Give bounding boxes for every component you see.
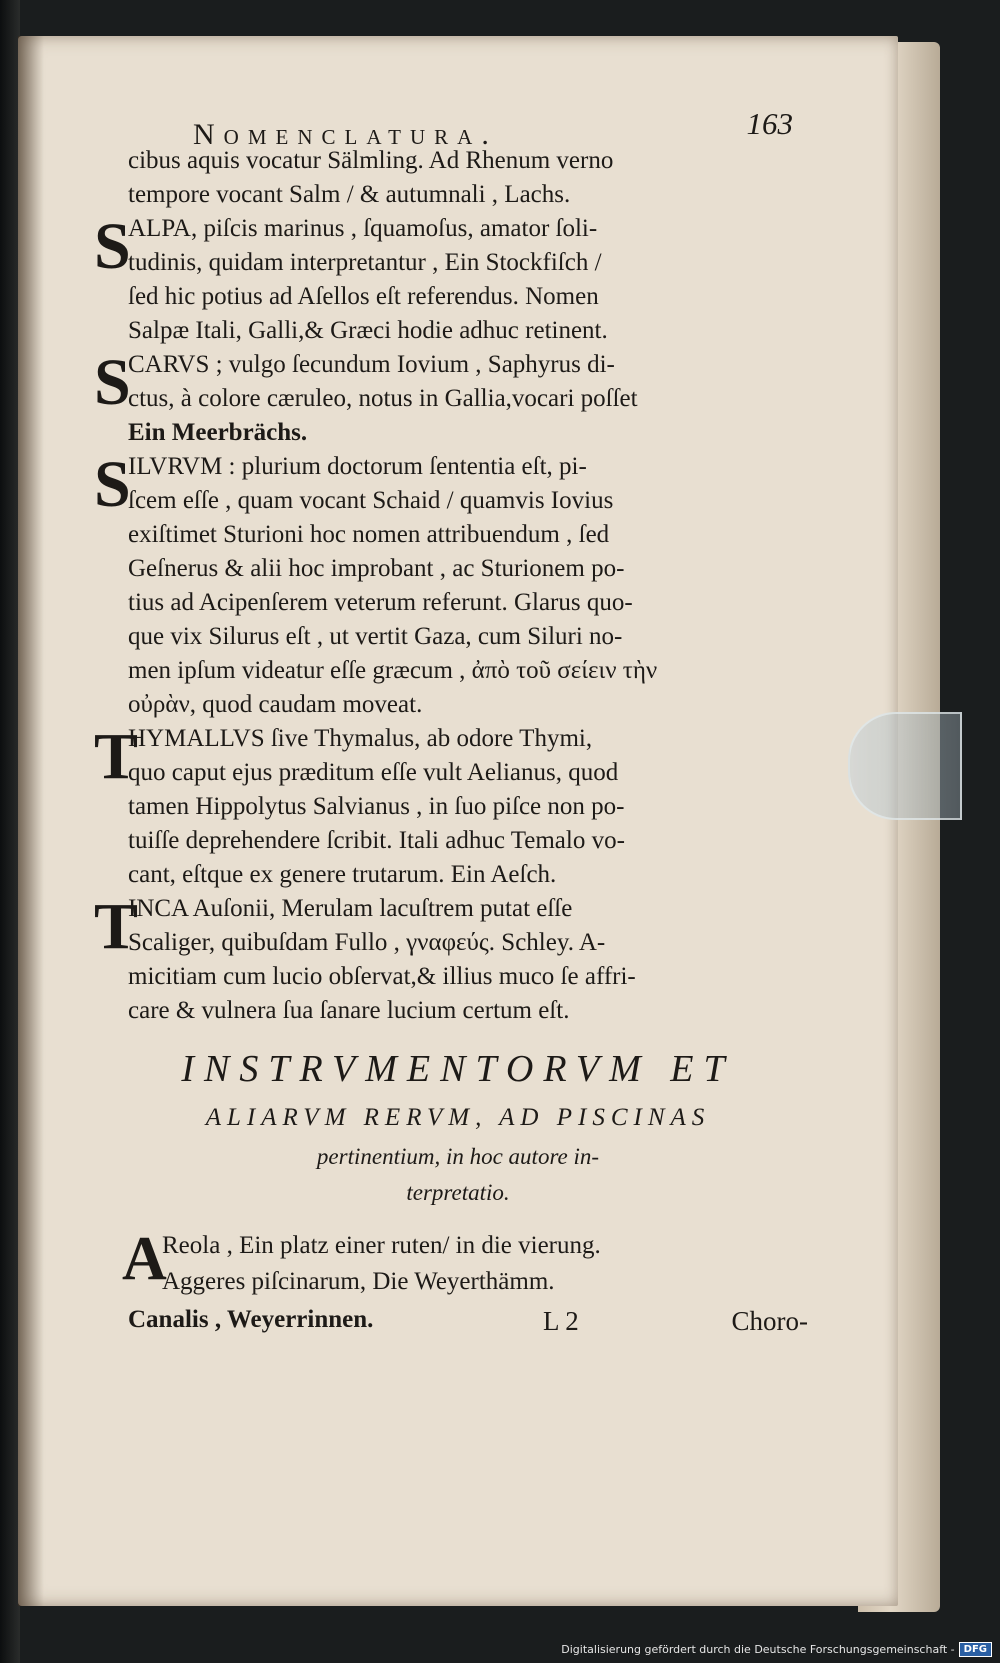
section-subtitle-line: terpretatio. [406, 1180, 510, 1205]
text-line: ILVRVM : plurium doctorum ſententia eſt, pi- [128, 453, 587, 480]
glossary-list [122, 1225, 778, 1300]
drop-cap: T [94, 890, 139, 963]
glossary-text: Reola , Ein platz einer ruten/ in die vierung. [162, 1232, 601, 1259]
text-line: tudinis, quidam interpretantur , Ein Stockfiſch / [128, 249, 602, 276]
section-heading [118, 1041, 798, 1211]
text-line: INCA Auſonii, Merulam lacuſtrem putat eſſe [128, 895, 573, 922]
entry-salpa [94, 210, 778, 348]
catchword: Choro- [731, 1306, 808, 1336]
credit-text: Digitalisierung gefördert durch die Deutsche Forschungsgemeinschaft - [561, 1642, 955, 1656]
page-footer [128, 1306, 808, 1346]
text-line: cant, eſtque ex genere trutarum. Ein Aeſch. [128, 861, 557, 888]
text-line: HYMALLVS ſive Thymalus, ab odore Thymi, [128, 725, 593, 752]
glossary-last-line: Canalis , Weyerrinnen. [128, 1306, 374, 1333]
text-line: care & vulnera ſua ſanare lucium certum eſt. [128, 997, 570, 1024]
entry-silurum [94, 448, 778, 722]
drop-cap: S [94, 210, 131, 283]
page-header [173, 80, 793, 150]
text-line: CARVS ; vulgo ſecundum Iovium , Saphyrus di- [128, 351, 615, 378]
main-text [94, 144, 778, 1028]
text-line: Ein Meerbrächs. [128, 419, 308, 446]
text-line: tius ad Acipenſerem veterum referunt. Glarus quo- [128, 589, 633, 616]
text-line: tuiſſe deprehendere ſcribit. Itali adhuc Temalo vo- [128, 827, 625, 854]
entry-scarus [94, 346, 778, 450]
page-clip [848, 712, 962, 820]
text-line: ſcem eſſe , quam vocant Schaid / quamvis Iovius [128, 487, 614, 514]
text-line: οὐρὰν, quod caudam moveat. [128, 691, 423, 718]
text-line: que vix Silurus eſt , ut vertit Gaza, cum Siluri no- [128, 623, 623, 650]
signature-mark: L 2 [543, 1306, 579, 1336]
text-line: Geſnerus & alii hoc improbant , ac Sturionem po- [128, 555, 625, 582]
drop-cap: T [94, 720, 139, 793]
text-line: tempore vocant Salm / & autumnali , Lachs. [128, 181, 571, 208]
drop-cap: S [94, 346, 131, 419]
digitization-credit [561, 1639, 992, 1659]
text-line: exiſtimet Sturioni hoc nomen attribuendum , ſed [128, 521, 610, 548]
section-title-line: INSTRVMENTORVM ET [181, 1048, 735, 1090]
text-line: Salpæ Itali, Galli,& Græci hodie adhuc retinent. [128, 317, 608, 344]
drop-cap: A [122, 1225, 167, 1293]
page-number: 163 [746, 106, 793, 141]
book-page [18, 36, 898, 1606]
page-gutter-shadow [18, 36, 44, 1606]
text-line: Scaliger, quibuſdam Fullo , γναφεύς. Schley. A- [128, 929, 606, 956]
section-subtitle-line: pertinentium, in hoc autore in- [316, 1144, 600, 1169]
text-line: micitiam cum lucio obſervat,& illius muco ſe affri- [128, 963, 636, 990]
book-spine [0, 0, 20, 1663]
entry-tinca [94, 890, 778, 1028]
section-title-line: ALIARVM RERVM, AD PISCINAS [205, 1104, 711, 1131]
text-line: ctus, à colore cæruleo, notus in Gallia,vocari poſſet [128, 385, 638, 412]
entry-thymallus [94, 720, 778, 892]
drop-cap: S [94, 448, 131, 521]
glossary-text: Aggeres piſcinarum, Die Weyerthämm. [162, 1268, 555, 1295]
text-line: cibus aquis vocatur Sälmling. Ad Rhenum verno [128, 147, 614, 174]
text-line: ALPA, piſcis marinus , ſquamoſus, amator ſoli- [128, 215, 598, 242]
text-line: ſed hic potius ad Aſellos eſt referendus. Nomen [128, 283, 599, 310]
running-head: Nomenclatura. [193, 118, 498, 151]
text-line: men ipſum videatur eſſe græcum , ἀπὸ τοῦ σείειν τὴν [128, 657, 658, 684]
text-line: quo caput ejus præditum eſſe vult Aelianus, quod [128, 759, 619, 786]
text-line: tamen Hippolytus Salvianus , in ſuo piſce non po- [128, 793, 625, 820]
dfg-logo: DFG [959, 1642, 992, 1657]
glossary-item [128, 1264, 778, 1300]
